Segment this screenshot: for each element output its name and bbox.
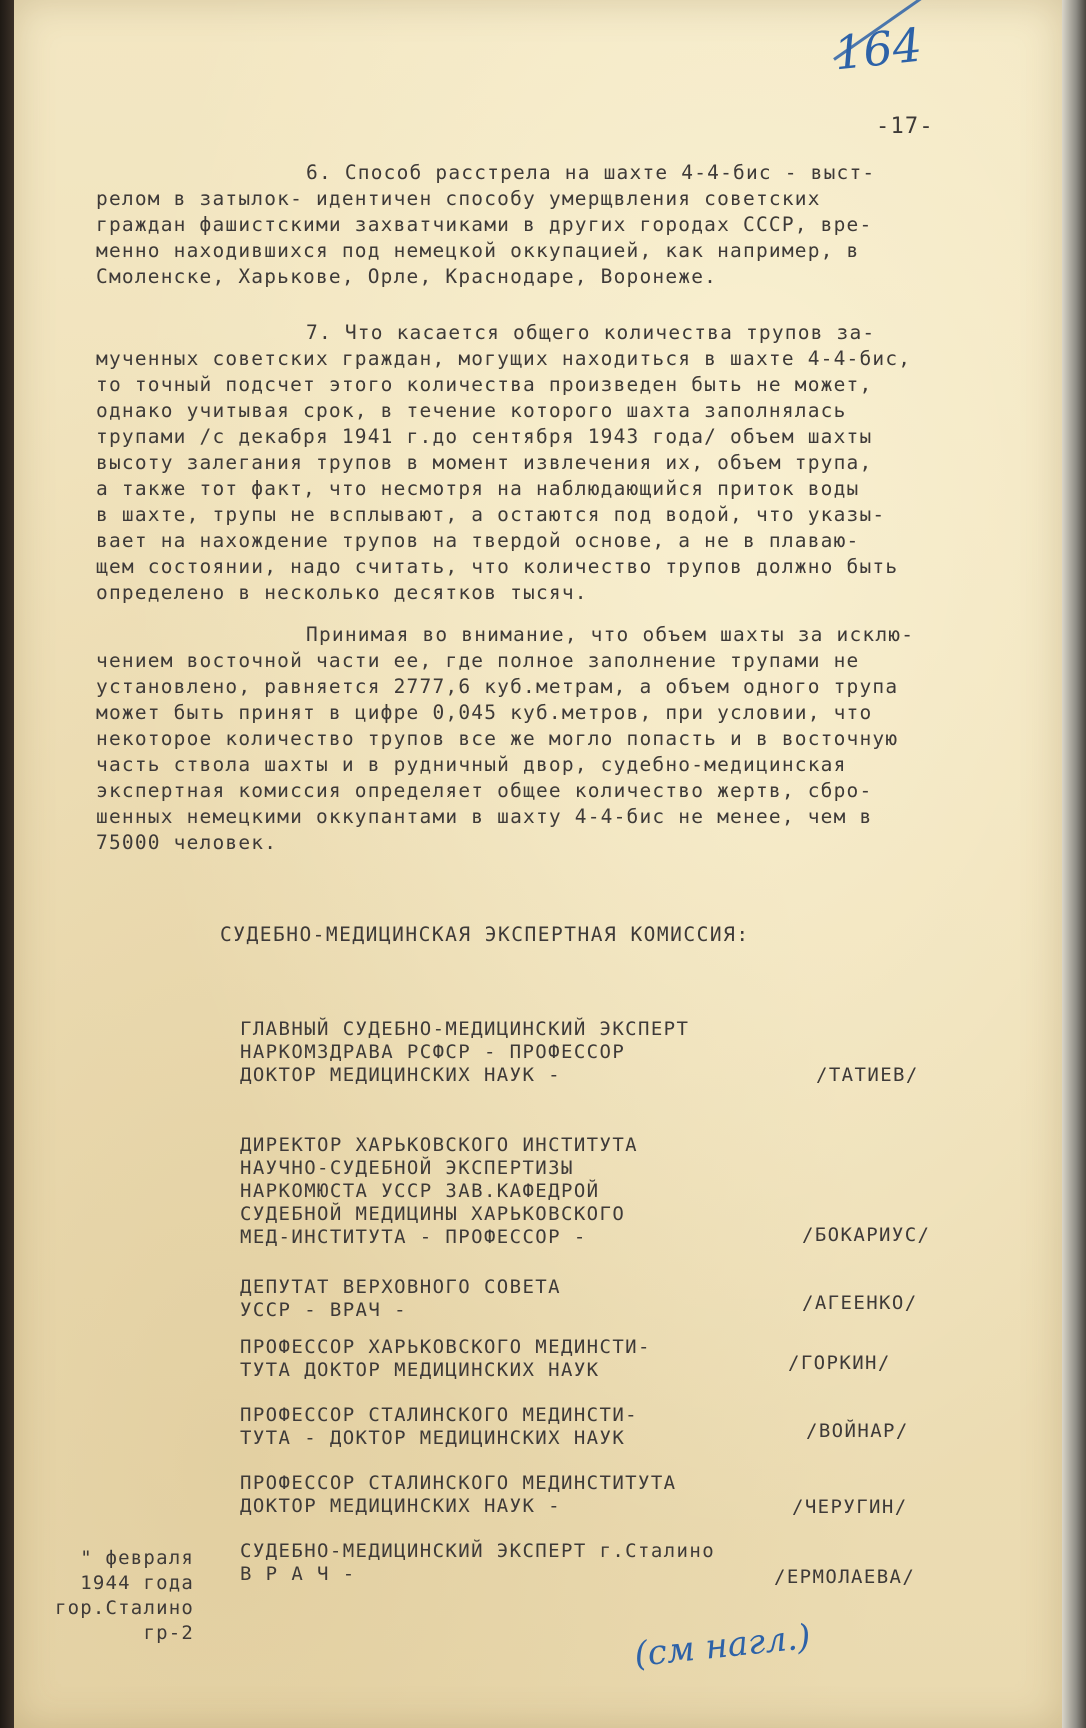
signatory-title: ДИРЕКТОР ХАРЬКОВСКОГО ИНСТИТУТА НАУЧНО-СУДЕБНОЙ ЭКСПЕРТИЗЫ НАРКОМЮСТА УССР ЗАВ.КАФЕДРОЙ СУДЕБНОЙ МЕДИЦИНЫ ХАРЬКОВСКОГО МЕД-ИНСТИТУТА - ПРОФЕССОР -	[240, 1134, 639, 1248]
signatory-block	[240, 1276, 1040, 1322]
signatory-title: ПРОФЕССОР СТАЛИНСКОГО МЕДИНСТИ- ТУТА - ДОКТОР МЕДИЦИНСКИХ НАУК	[240, 1404, 639, 1449]
signatory-title: ПРОФЕССОР ХАРЬКОВСКОГО МЕДИНСТИ- ТУТА ДОКТОР МЕДИЦИНСКИХ НАУК	[240, 1336, 651, 1381]
adjacent-page-edge	[1062, 0, 1086, 1728]
signatory-name: /ГОРКИН/	[788, 1352, 891, 1374]
signatory-name: /ЕРМОЛАЕВА/	[774, 1566, 916, 1588]
archive-page-number: 164	[831, 17, 925, 81]
signatory-block	[240, 1540, 1040, 1586]
commission-heading: СУДЕБНО-МЕДИЦИНСКАЯ ЭКСПЕРТНАЯ КОМИССИЯ:	[220, 923, 750, 946]
page-number: -17-	[876, 114, 934, 139]
signatory-block	[240, 1134, 1040, 1249]
handwritten-note: (см нагл.)	[632, 1616, 813, 1676]
document-page	[14, 0, 1062, 1728]
paragraph-conclusion: Принимая во внимание, что объем шахты за исклю- чением восточной части ее, где полное заполнение трупами не установлено, равняется 2777,6 куб.метрам, а объем одного трупа может быть принят в цифре 0,045 куб.метров, при условии, что некоторое количество трупов все же могло попасть и в восточную часть ствола шахты и в рудничный двор, судебно-медицинская экспертная комиссия определяет общее количество жертв, сбро- шенных немецкими оккупантами в шахту 4-4-бис не менее, чем в 75000 человек.	[96, 623, 915, 854]
signatory-name: /БОКАРИУС/	[802, 1224, 931, 1246]
signatory-title: ДЕПУТАТ ВЕРХОВНОГО СОВЕТА УССР - ВРАЧ -	[240, 1276, 561, 1321]
signatory-title: СУДЕБНО-МЕДИЦИНСКИЙ ЭКСПЕРТ г.Сталино В Р А Ч -	[240, 1540, 716, 1585]
signatory-name: /ТАТИЕВ/	[816, 1064, 919, 1086]
signatory-title: ПРОФЕССОР СТАЛИНСКОГО МЕДИНСТИТУТА ДОКТОР МЕДИЦИНСКИХ НАУК -	[240, 1472, 677, 1517]
signatory-name: /ВОЙНАР/	[806, 1420, 909, 1442]
date-location-block: " февраля 1944 года гор.Сталино гр-2	[54, 1547, 194, 1644]
signatory-block	[240, 1336, 1040, 1382]
paragraph-6: 6. Способ расстрела на шахте 4-4-бис - выст- релом в затылок- идентичен способу умерщвления советских граждан фашистскими захватчиками в других городах СССР, вре- менно находившихся под немецкой оккупацией, как например, в Смоленске, Харькове, Орле, Краснодаре, Воронеже.	[96, 161, 876, 288]
binding-edge	[0, 0, 14, 1728]
signatory-block	[240, 1472, 1040, 1518]
signatory-name: /ЧЕРУГИН/	[792, 1496, 908, 1518]
paragraph-7: 7. Что касается общего количества трупов за- мученных советских граждан, могущих находиться в шахте 4-4-бис, то точный подсчет этого количества произведен быть не может, однако учитывая срок, в течение которого шахта заполнялась трупами /с декабря 1941 г.до сентября 1943 года/ объем шахты высоту залегания трупов в момент извлечения их, объем трупа, а также тот факт, что несмотря на наблюдающийся приток воды в шахте, трупы не всплывают, а остаются под водой, что указы- вает на нахождение трупов на твердой основе, а не в плаваю- щем состоянии, надо считать, что количество трупов должно быть определено в несколько десятков тысяч.	[96, 321, 912, 604]
signatory-name: /АГЕЕНКО/	[802, 1292, 918, 1314]
signatory-block	[240, 1018, 1040, 1087]
signatory-block	[240, 1404, 1040, 1450]
signatory-title: ГЛАВНЫЙ СУДЕБНО-МЕДИЦИНСКИЙ ЭКСПЕРТ НАРКОМЗДРАВА РСФСР - ПРОФЕССОР ДОКТОР МЕДИЦИНСКИХ НАУК -	[240, 1018, 690, 1086]
